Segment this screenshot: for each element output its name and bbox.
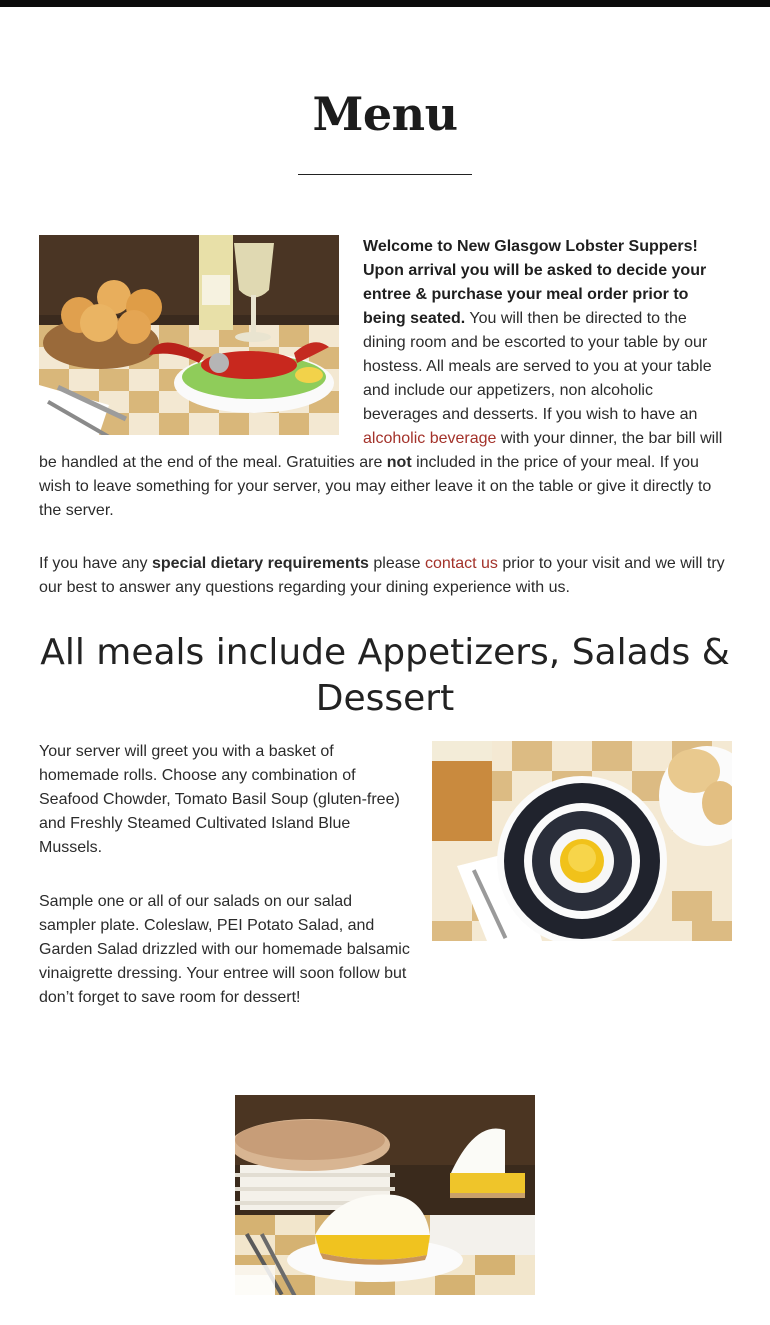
- lobster-dinner-image: [39, 235, 339, 435]
- intro-text-2: with your dinner, the bar bill will be handled at the end of the meal. Gratuities are: [39, 430, 723, 471]
- intro-block: [39, 235, 731, 523]
- intro-text-3: included in the price of your meal. If you wish to leave something for your server, you may either leave it on the table or give it directly to the server.: [39, 454, 712, 519]
- contact-us-link[interactable]: contact us: [425, 555, 498, 572]
- section-heading: All meals include Appetizers, Salads & Dessert: [40, 632, 730, 719]
- page-title: Menu: [312, 87, 458, 141]
- wine-bottle: [199, 235, 233, 330]
- top-bar: [0, 0, 770, 7]
- mussel-platter: [497, 776, 667, 941]
- lemon-pie-image: [235, 1095, 535, 1295]
- salads-paragraph: Sample one or all of our salads on our salad sampler plate. Coleslaw, PEI Potato Salad, and Garden Salad drizzled with our homemade balsamic vinaigrette dressing. Your entree will soon follow but don’t forget to save room for dessert!: [39, 893, 410, 1006]
- beer-glass: [432, 741, 492, 841]
- dietary-text-3: prior to your visit and we will try our best to answer any questions regarding your dining experience with us.: [39, 555, 725, 596]
- intro-lead: Welcome to New Glasgow Lobster Suppers! Upon arrival you will be asked to decide your entree & purchase your meal order prior to being seated.: [363, 238, 707, 327]
- dietary-text-1: If you have any: [39, 555, 152, 572]
- intro-text-1: You will then be directed to the dining room and be escorted to your table by our hostess. All meals are served to you at your table and include our appetizers, non alcoholic beverages and desserts. If you wish to have an: [363, 310, 712, 423]
- lemon-pie-photo: [235, 1095, 535, 1295]
- dietary-emphasis: special dietary requirements: [151, 555, 369, 572]
- title-divider: [298, 174, 472, 175]
- appetizers-paragraph: Your server will greet you with a basket of homemade rolls. Choose any combination of Seafood Chowder, Tomato Basil Soup (gluten-free) and Freshly Steamed Cultivated Island Blue Mussels.: [39, 743, 400, 856]
- mussels-photo: [432, 741, 732, 941]
- dietary-paragraph: [39, 552, 731, 600]
- intro-emphasis-not: not: [386, 454, 412, 471]
- mussels-image: [432, 741, 732, 941]
- alcoholic-beverage-link[interactable]: alcoholic beverage: [363, 430, 497, 447]
- dietary-text-2: please: [368, 555, 425, 572]
- lobster-dinner-photo: [39, 235, 339, 435]
